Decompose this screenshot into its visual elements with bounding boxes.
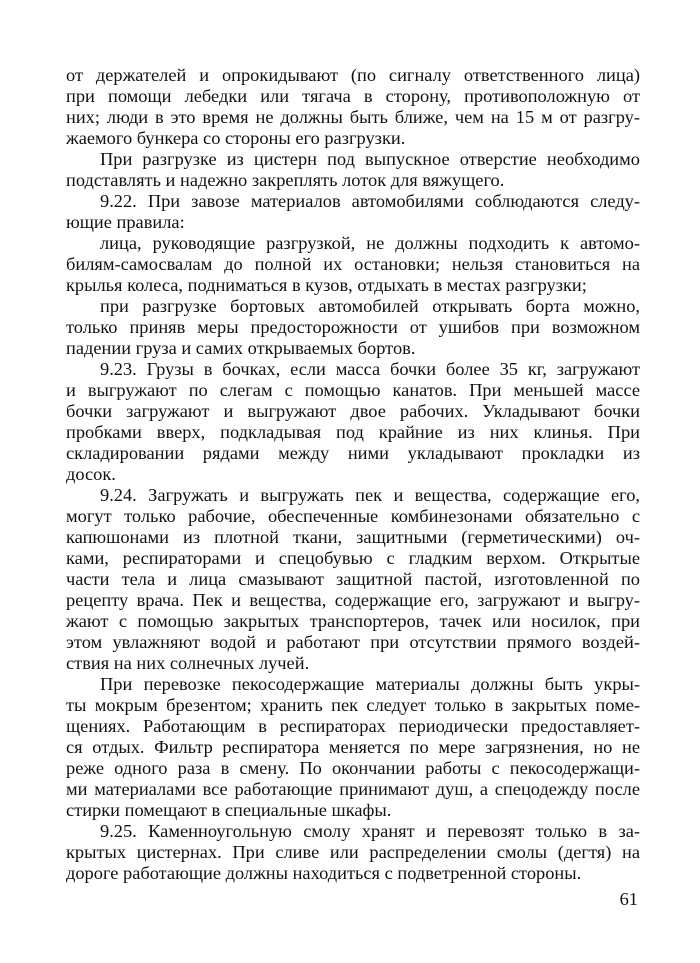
page-body-text xyxy=(66,65,640,884)
text-line: стирки помещают в специальные шкафы. xyxy=(66,800,392,820)
text-line: могут только рабочие, обеспеченные комбинезонами обязательно с xyxy=(66,506,640,526)
text-line: крытых цистернах. При сливе или распределении смолы (дегтя) на xyxy=(66,842,640,862)
text-line: подставлять и надежно закреплять лоток для вяжущего. xyxy=(66,170,505,190)
text-line: от держателей и опрокидывают (по сигналу ответственного лица) xyxy=(66,65,640,85)
text-line: При перевозке пекосодержащие материалы должны быть укры- xyxy=(100,674,640,694)
text-line: при разгрузке бортовых автомобилей открывать борта можно, xyxy=(100,296,640,316)
text-line: жают с помощью закрытых транспортеров, тачек или носилок, при xyxy=(66,611,640,631)
text-line: крылья колеса, подниматься в кузов, отдыхать в местах разгрузки; xyxy=(66,275,587,295)
text-line: лица, руководящие разгрузкой, не должны подходить к автомо- xyxy=(100,233,640,253)
text-line: бочки загружают и выгружают двое рабочих. Укладывают бочки xyxy=(66,401,640,421)
text-line: этом увлажняют водой и работают при отсутствии прямого воздей- xyxy=(66,632,640,652)
text-line: При разгрузке из цистерн под выпускное отверстие необходимо xyxy=(100,149,640,169)
text-line: 9.23. Грузы в бочках, если масса бочки более 35 кг, загружают xyxy=(100,359,640,379)
text-line: досок. xyxy=(66,464,116,484)
text-line: складировании рядами между ними укладывают прокладки из xyxy=(66,443,640,463)
text-line: только приняв меры предосторожности от ушибов при возможном xyxy=(66,317,640,337)
text-line: 9.22. При завозе материалов автомобилями соблюдаются следу- xyxy=(100,191,640,211)
text-line: ми материалами все работающие принимают душ, а спецодежду после xyxy=(66,779,640,799)
text-line: ющие правила: xyxy=(66,212,185,232)
text-line: них; люди в это время не должны быть ближе, чем на 15 м от разгру- xyxy=(66,107,640,127)
text-line: капюшонами из плотной ткани, защитными (герметическими) оч- xyxy=(66,527,640,547)
text-line: при помощи лебедки или тягача в сторону, противоположную от xyxy=(66,86,640,106)
text-line: и выгружают по слегам с помощью канатов. При меньшей массе xyxy=(66,380,640,400)
text-line: ками, респираторами и спецобувью с гладким верхом. Открытые xyxy=(66,548,640,568)
text-line: ствия на них солнечных лучей. xyxy=(66,653,310,673)
text-line: дороге работающие должны находиться с подветренной стороны. xyxy=(66,863,582,883)
text-line: 9.24. Загружать и выгружать пек и вещества, содержащие его, xyxy=(100,485,640,505)
page-number: 61 xyxy=(619,889,638,909)
text-line: падении груза и самих открываемых бортов. xyxy=(66,338,416,358)
text-line: ты мокрым брезентом; хранить пек следует только в закрытых поме- xyxy=(66,695,640,715)
document-page xyxy=(66,65,640,884)
text-line: рецепту врача. Пек и вещества, содержащие его, загружают и выгру- xyxy=(66,590,640,610)
text-line: билям-самосвалам до полной их остановки; нельзя становиться на xyxy=(66,254,640,274)
text-line: части тела и лица смазывают защитной пастой, изготовленной по xyxy=(66,569,640,589)
text-line: ся отдых. Фильтр респиратора меняется по мере загрязнения, но не xyxy=(66,737,640,757)
text-line: реже одного раза в смену. По окончании работы с пекосодержащи- xyxy=(66,758,640,778)
text-line: щениях. Работающим в респираторах периодически предоставляет- xyxy=(66,716,640,736)
text-line: жаемого бункера со стороны его разгрузки. xyxy=(66,128,406,148)
text-line: пробками вверх, подкладывая под крайние из них клинья. При xyxy=(66,422,640,442)
text-line: 9.25. Каменноугольную смолу хранят и перевозят только в за- xyxy=(100,821,640,841)
